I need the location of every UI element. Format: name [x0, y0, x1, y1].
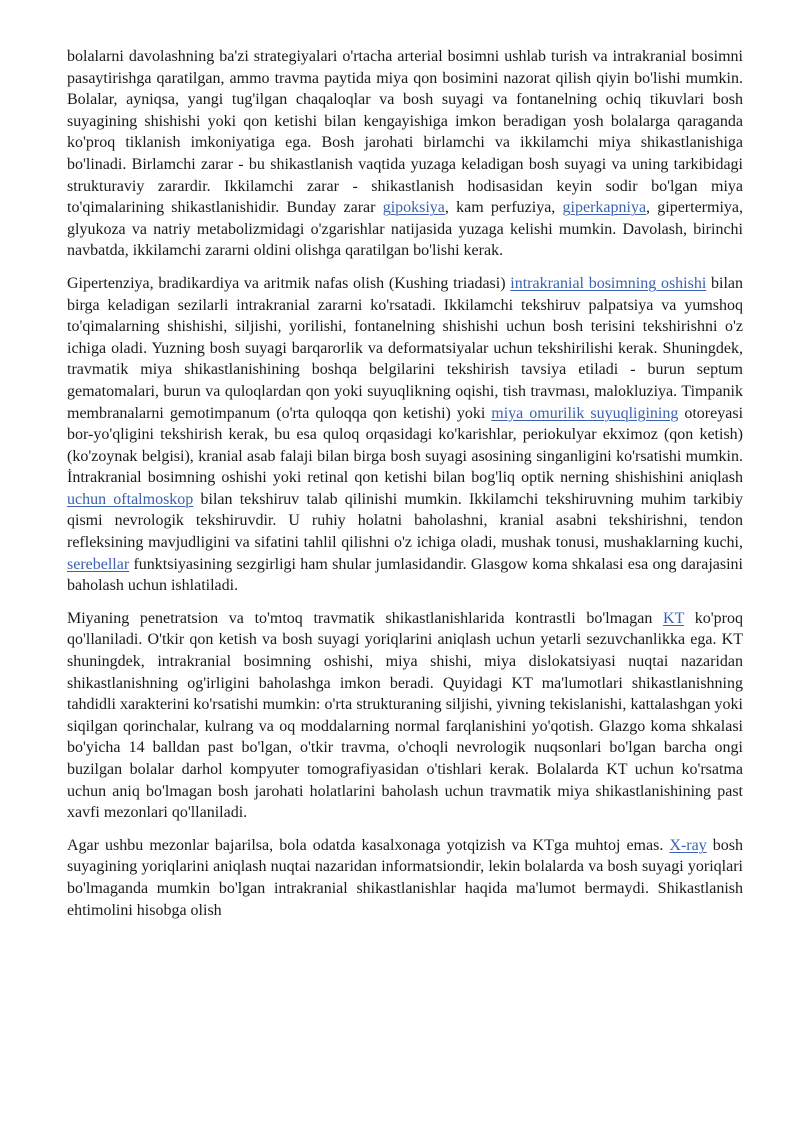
paragraph-1-text-2: , kam perfuziya,	[444, 199, 563, 217]
paragraph-4	[67, 835, 743, 921]
paragraph-3-text-2: ko'proq qo'llaniladi. O'tkir qon ketish va bosh suyagi yoriqlarini aniqlash uchun yetarli sezuvchanlikka ega. KT shuningdek, intrakranial bosimning oshishi, miya shishi, miya dislokatsiyasi nuqtai nazaridan shikastlanishning og'irligini baholashga imkon beradi. Quyidagi KT ma'lumotlari shikastlanishning tahdidli xarakterini ko'rsatishi mumkin: o'rta strukturaning siljishi, yivning tekislanishi, kattalashgan yoki siqilgan qorinchalar, kulrang va oq moddalarning normal farqlanishini yo'qotish. Glazgo koma shkalasi bo'yicha 14 balldan past bo'lgan, o'tkir travma, o'choqli nevrologik nuqsonlari bo'lgan barcha ongi buzilgan bolalar darhol kompyuter tomografiyasidan o'tishlari kerak. Bolalarda KT uchun ko'rsatma uchun aniq bo'lmagan bosh jarohati holatlarini baholash uchun travmatik miya shikastlanishining past xavfi mezonlari qo'llaniladi.	[67, 609, 743, 822]
paragraph-2-text-4: bilan tekshiruv talab qilinishi mumkin. Ikkilamchi tekshiruvning muhim tarkibiy qismi nevrologik tekshiruvdir. U ruhiy holatni baholashni, kranial asabni tekshirishni, tendon refleksining mavjudligini va sifatini tahlil qilishni o'z ichiga oladi, mushak tonusi, mushaklarning kuchi,	[67, 490, 744, 552]
paragraph-2-text-1: Gipertenziya, bradikardiya va aritmik nafas olish (Kushing triadasi)	[67, 274, 511, 292]
paragraph-2-text-3: otoreyasi bor-yo'qligini tekshirish kerak, bu esa quloq orqasidagi ko'karishlar, periokulyar ekximoz (qon ketish) (ko'zoynak belgisi), kranial asab falaji bilan birga bosh suyagi asosining singanligini ko'rsatishi mumkin. İntrakranial bosimning oshishi yoki retinal qon ketishi bilan bog'liq optik nerning shishishini aniqlash	[67, 404, 744, 487]
link-intrakranial-bosimning-oshishi[interactable]: intrakranial bosimning oshishi	[510, 274, 707, 292]
paragraph-2	[67, 273, 743, 597]
paragraph-2-text-5: funktsiyasining sezgirligi ham shular jumlasidandir. Glasgow koma shkalasi esa ong darajasini baholash uchun ishlatiladi.	[67, 555, 743, 595]
paragraph-3-text-1: Miyaning penetratsion va to'mtoq travmatik shikastlanishlarida kontrastli bo'lmagan	[67, 609, 664, 627]
paragraph-1-text-3: , gipertermiya, glyukoza va natriy metabolizmidagi o'zgarishlar natijasida yuzaga kelishi mumkin. Davolash, birinchi navbatda, ikkilamchi zararni oldini olishga qaratilgan bo'lishi kerak.	[67, 199, 744, 260]
paragraph-2-text-2: bilan birga keladigan sezilarli intrakranial zararni ko'rsatadi. Ikkilamchi tekshiruv palpatsiya va yumshoq to'qimalarning shishishi, siljishi, yorilishi, fontanelning shishishi uchun bosh terisini tekshirishni o'z ichiga oladi. Yuzning bosh suyagi barqarorlik va deformatsiyalar uchun tekshirilishi kerak. Shuningdek, travmatik miya shikastlanishining boshqa belgilarini tekshirish tavsiya etiladi - burun septum gematomalari, burun va quloqlardan qon yoki suyuqlikning oqishi, tish travması, malokluziya. Timpanik membranalarni gemotimpanum (o'rta quloqqa qon ketishi) yoki	[67, 274, 744, 422]
link-miya-omurilik-suyuqligining[interactable]: miya omurilik suyuqligining	[491, 404, 679, 422]
paragraph-3	[67, 608, 743, 824]
document-page	[67, 46, 743, 932]
link-kt[interactable]: KT	[663, 609, 685, 627]
link-giperkapniya[interactable]: giperkapniya	[562, 199, 647, 217]
link-x-ray[interactable]: X-ray	[669, 836, 707, 854]
paragraph-4-text-2: bosh suyagining yoriqlarini aniqlash nuqtai nazaridan informatsiondir, lekin bolalarda va bosh suyagi yoriqlari bo'lmaganda mumkin bo'lgan intrakranial shikastlanishlar haqida ma'lumot bermaydi. Shikastlanish ehtimolini hisobga olish	[67, 836, 743, 919]
paragraph-1	[67, 46, 743, 262]
paragraph-4-text-1: Agar ushbu mezonlar bajarilsa, bola odatda kasalxonaga yotqizish va KTga muhtoj emas.	[67, 836, 670, 854]
link-serebellar[interactable]: serebellar	[67, 555, 130, 573]
link-uchun-oftalmoskop[interactable]: uchun oftalmoskop	[67, 490, 194, 508]
link-gipoksiya[interactable]: gipoksiya	[382, 199, 445, 217]
paragraph-1-text-1: bolalarni davolashning ba'zi strategiyalari o'rtacha arterial bosimni ushlab turish va intrakranial bosimni pasaytirishga qaratilgan, ammo travma paytida miya qon bosimini nazorat qilish qiyin bo'lishi mumkin. Bolalar, ayniqsa, yangi tug'ilgan chaqaloqlar va bosh suyagi va fontanelning ochiq tikuvlari bosh suyagining shishishi yoki qon ketishi bilan kengayishiga imkon beradigan yosh bolalarga qaraganda ko'proq tiklanish imkoniyatiga ega. Bosh jarohati birlamchi va ikkilamchi miya shikastlanishiga bo'linadi. Birlamchi zarar - bu shikastlanish vaqtida yuzaga keladigan bosh suyagi va uning tarkibidagi strukturaviy zarardir. Ikkilamchi zarar - shikastlanish hodisasidan keyin sodir bo'lgan miya to'qimalarining shikastlanishidir. Bunday zarar	[67, 48, 743, 217]
